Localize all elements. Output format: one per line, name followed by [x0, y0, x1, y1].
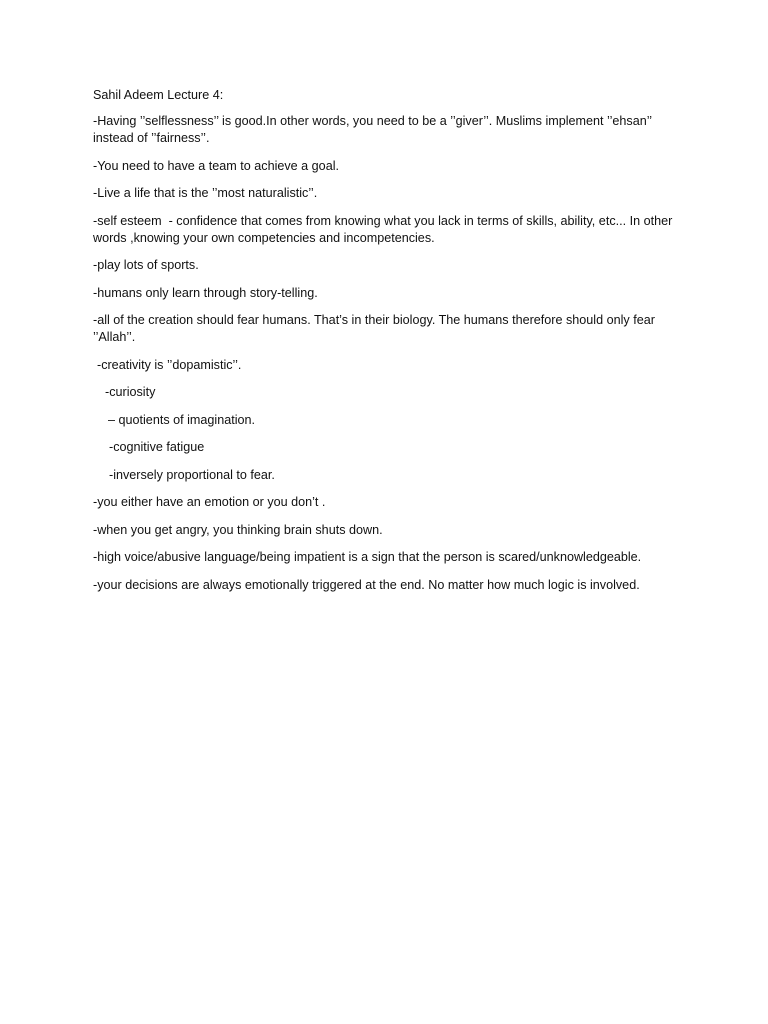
sub-item-cognitive-fatigue: -cognitive fatigue	[109, 440, 205, 454]
paragraph-creativity: -creativity is ’’dopamistic’’.	[97, 357, 242, 372]
paragraph-high-voice: -high voice/abusive language/being impatient is a sign that the person is scared/unknowledgeable.	[93, 550, 642, 564]
paragraph-fear: -all of the creation should fear humans. That’s in their biology. The humans therefore should only fear ’’Allah’’.	[93, 313, 659, 344]
paragraph-selflessness: -Having ’’selflessness’’ is good.In other words, you need to be a ’’giver’’. Muslims implement ’’ehsan’’ instead of ’’fairness’’.	[93, 114, 656, 145]
paragraph-naturalistic: -Live a life that is the ’’most naturalistic’’.	[93, 186, 318, 200]
paragraph-decisions: -your decisions are always emotionally triggered at the end. No matter how much logic is involved.	[93, 577, 640, 592]
paragraph-self-esteem: -self esteem - confidence that comes from knowing what you lack in terms of skills, ability, etc... In other words ,knowing your own competencies and incompetencies.	[93, 213, 676, 245]
sub-item-inversely-proportional: -inversely proportional to fear.	[109, 467, 275, 482]
sub-item-curiosity: -curiosity	[105, 385, 156, 399]
paragraph-emotion: -you either have an emotion or you don’t .	[93, 495, 326, 509]
paragraph-story-telling: -humans only learn through story-telling.	[93, 285, 318, 300]
document-body	[93, 87, 676, 604]
document-title: Sahil Adeem Lecture 4:	[93, 88, 224, 102]
sub-item-quotients: – quotients of imagination.	[108, 412, 256, 427]
paragraph-team: -You need to have a team to achieve a goal.	[93, 158, 339, 173]
paragraph-sports: -play lots of sports.	[93, 258, 199, 272]
paragraph-angry: -when you get angry, you thinking brain shuts down.	[93, 522, 383, 537]
